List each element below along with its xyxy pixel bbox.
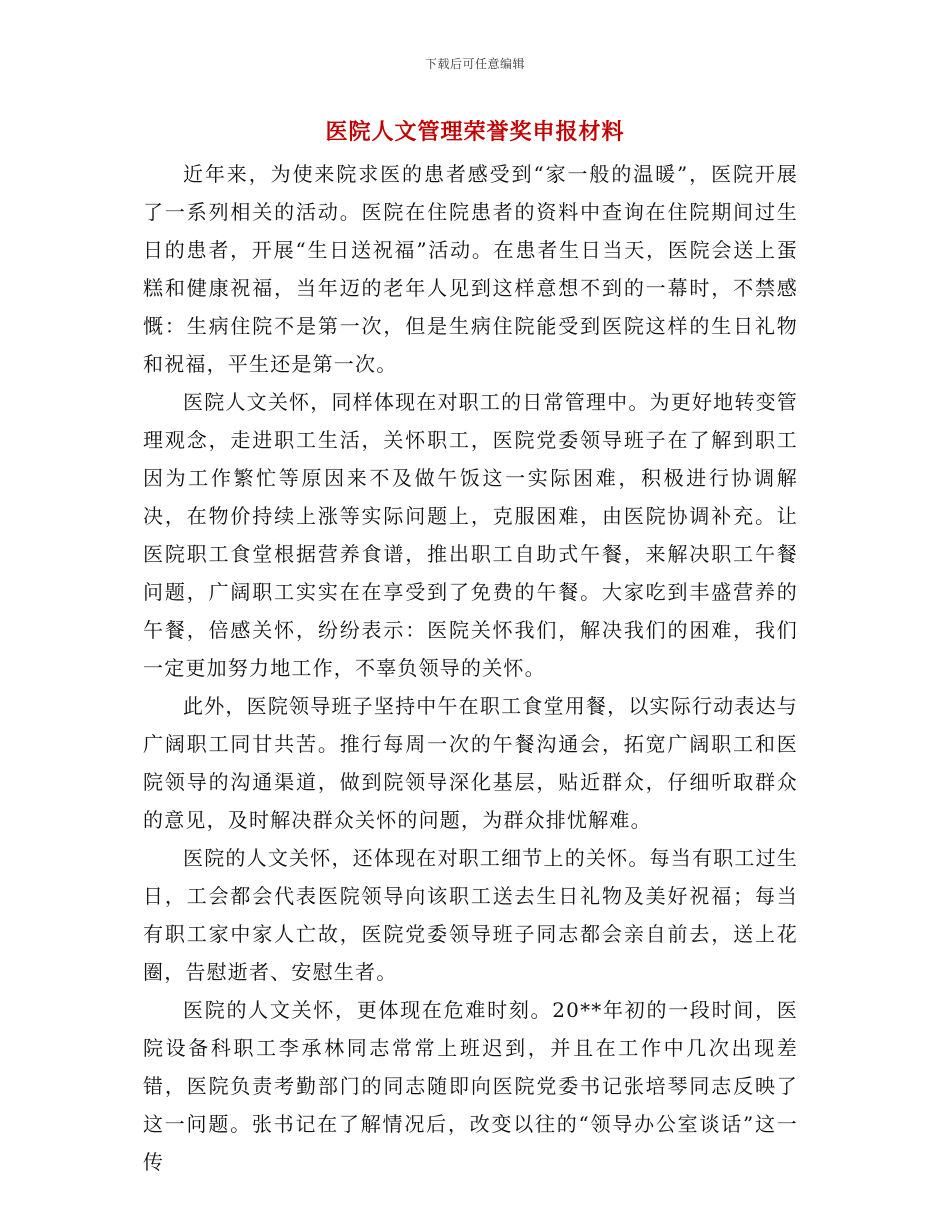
paragraph: 医院人文关怀，同样体现在对职工的日常管理中。为更好地转变管理观念，走进职工生活，关怀职工，医院党委领导班子在了解到职工因为工作繁忙等原因来不及做午饭这一实际困难，积极进行协调解决，在物价持续上涨等实际问题上，克服困难，由医院协调补充。让医院职工食堂根据营养食谱，推出职工自助式午餐，来解决职工午餐问题，广阔职工实实在在享受到了免费的午餐。大家吃到丰盛营养的午餐，倍感关怀，纷纷表示：医院关怀我们，解决我们的困难，我们一定更加努力地工作，不辜负领导的关怀。 (143, 390, 798, 680)
paragraph: 此外，医院领导班子坚持中午在职工食堂用餐，以实际行动表达与广阔职工同甘共苦。推行每周一次的午餐沟通会，拓宽广阔职工和医院领导的沟通渠道，做到院领导深化基层，贴近群众，仔细听取群众的意见，及时解决群众关怀的问题，为群众排忧解难。 (143, 694, 798, 832)
document-body (143, 155, 798, 1181)
paragraph: 医院的人文关怀，还体现在对职工细节上的关怀。每当有职工过生日，工会都会代表医院领导向该职工送去生日礼物及美好祝福；每当有职工家中家人亡故，医院党委领导班子同志都会亲自前去，送上花圈，告慰逝者、安慰生者。 (143, 846, 798, 984)
paragraph: 医院的人文关怀，更体现在危难时刻。20**年初的一段时间，医院设备科职工李承林同志常常上班迟到，并且在工作中几次出现差错，医院负责考勤部门的同志随即向医院党委书记张培琴同志反映了这一问题。张书记在了解情况后，改变以往的“领导办公室谈话”这一传 (143, 998, 798, 1174)
paragraph: 近年来，为使来院求医的患者感受到“家一般的温暖”，医院开展了一系列相关的活动。医院在住院患者的资料中查询在住院期间过生日的患者，开展“生日送祝福”活动。在患者生日当天，医院会送上蛋糕和健康祝福，当年迈的老年人见到这样意想不到的一幕时，不禁感慨：生病住院不是第一次，但是生病住院能受到医院这样的生日礼物和祝福，平生还是第一次。 (143, 162, 798, 376)
header-note: 下载后可任意编辑 (424, 57, 525, 71)
document-title: 医院人文管理荣誉奖申报材料 (325, 119, 625, 145)
